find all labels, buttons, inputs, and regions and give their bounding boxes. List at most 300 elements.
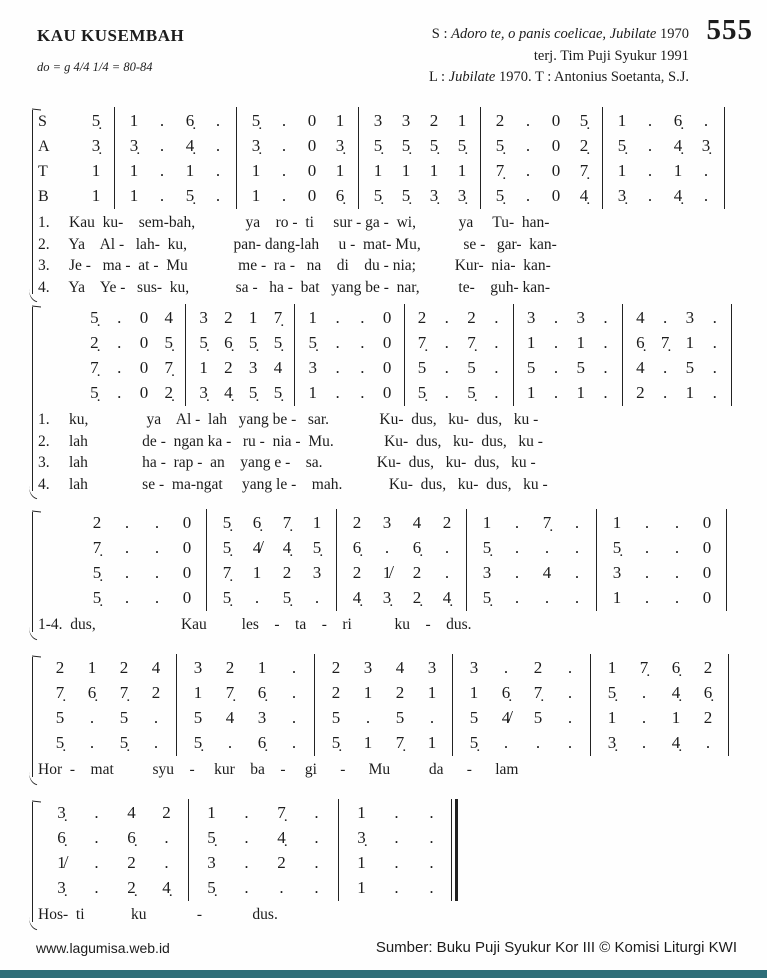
barline — [476, 133, 486, 158]
credit-source: S : Adoro te, o panis coelicae, Jubilate 1970 — [431, 26, 689, 42]
note-token: . — [215, 186, 221, 205]
barline — [448, 730, 458, 755]
system-4 — [38, 655, 747, 781]
note-token: 1 — [685, 383, 695, 402]
note-token: . — [335, 358, 340, 377]
note-token: . — [663, 383, 668, 402]
note-token: 4 — [127, 803, 136, 822]
note-token: 2 — [395, 683, 405, 702]
barline — [598, 183, 608, 208]
note-token: 1 — [129, 111, 139, 130]
note-token: 3 — [373, 111, 383, 130]
note-token: 1 — [469, 683, 479, 702]
note-token: . — [444, 538, 450, 557]
note-token: 7̣ — [164, 358, 174, 377]
note-token: 5̣ — [273, 333, 283, 352]
note-token: 2 — [162, 803, 171, 822]
note-token: . — [494, 358, 499, 377]
note-token: . — [703, 111, 709, 130]
barline — [310, 680, 320, 705]
note-token: 4 — [412, 513, 422, 532]
note-token: . — [335, 308, 340, 327]
barline — [720, 158, 730, 183]
note-token: . — [291, 733, 297, 752]
note-token: 0 — [551, 186, 561, 205]
system-1 — [38, 108, 747, 298]
note-token: 4̣ — [224, 383, 233, 402]
credit-composer: L : Jubilate 1970. T : Antonius Soetanta, S.J. — [429, 69, 689, 85]
system-brace — [32, 512, 44, 632]
note-token: 3̣ — [457, 186, 467, 205]
note-token: 1 — [612, 588, 622, 607]
barline — [232, 133, 242, 158]
note-token: 2 — [224, 358, 233, 377]
barline — [332, 585, 342, 610]
note-token: 2 — [636, 383, 645, 402]
note-token: 5 — [395, 708, 405, 727]
note-token: 5̣ — [222, 538, 232, 557]
note-token: . — [244, 828, 249, 847]
lyric-refrain: Hos- ti ku - dus. — [38, 906, 278, 923]
note-token: . — [124, 563, 130, 582]
note-token: 1̸ — [382, 563, 392, 582]
note-token: 1 — [251, 161, 261, 180]
barline — [110, 133, 120, 158]
note-token: 2 — [92, 513, 102, 532]
note-token: . — [360, 383, 365, 402]
note-token: . — [647, 136, 653, 155]
barline — [509, 330, 519, 355]
voice-line-bass — [38, 730, 747, 755]
barline — [586, 655, 596, 680]
note-token: 2 — [412, 563, 422, 582]
barline — [727, 305, 737, 330]
note-token: 1 — [576, 333, 585, 352]
note-token: 2̣ — [579, 136, 589, 155]
note-token: 6̣ — [352, 538, 362, 557]
note-token: 5 — [417, 358, 427, 377]
barline — [462, 585, 472, 610]
note-token: . — [525, 136, 531, 155]
voice-line-alto — [38, 680, 747, 705]
note-token: 1 — [576, 383, 585, 402]
note-token: . — [159, 186, 165, 205]
note-token: . — [154, 538, 160, 557]
note-token: . — [503, 733, 509, 752]
barline — [724, 655, 734, 680]
note-token: . — [159, 136, 165, 155]
note-token: 4̣ — [282, 538, 292, 557]
barline — [290, 355, 300, 380]
note-token: 5̣ — [312, 538, 322, 557]
note-token: 6̣ — [57, 828, 66, 847]
credits-block — [209, 24, 689, 89]
note-token: . — [429, 853, 434, 872]
note-token: 6̣ — [636, 333, 645, 352]
barline — [592, 560, 602, 585]
note-token: 2 — [331, 683, 341, 702]
note-token: 3̣ — [91, 136, 101, 155]
note-token: . — [567, 683, 573, 702]
note-token: 2 — [127, 853, 136, 872]
note-token: 0 — [382, 333, 392, 352]
note-token: . — [360, 358, 365, 377]
note-token: . — [553, 308, 559, 327]
note-token: 1 — [335, 161, 345, 180]
note-token: 0 — [702, 563, 712, 582]
note-token: 0 — [182, 538, 192, 557]
lyric-verse-2: 2. Ya Al - lah- ku, pan- dang-lah u - mat- Mu, se - gar- kan- — [38, 235, 557, 253]
note-token: 1 — [248, 308, 258, 327]
note-token: 1̸ — [57, 853, 66, 872]
barline — [400, 380, 410, 405]
note-token: 3 — [257, 708, 267, 727]
footer-bar — [0, 970, 767, 978]
note-token: 0 — [182, 563, 192, 582]
note-token: . — [335, 333, 340, 352]
voice-line-tenor — [38, 705, 747, 730]
voice-line-bass — [38, 585, 747, 610]
note-token: 5̣ — [248, 383, 258, 402]
note-token: . — [494, 308, 499, 327]
note-token: 4̣ — [352, 588, 362, 607]
note-token: . — [444, 358, 449, 377]
barline — [310, 655, 320, 680]
note-token: 0 — [139, 333, 149, 352]
note-token: 5̣ — [282, 588, 292, 607]
note-token: 5 — [193, 708, 203, 727]
note-token: 2 — [282, 563, 292, 582]
note-token: . — [647, 161, 653, 180]
note-token: 0 — [307, 111, 317, 130]
note-token: . — [494, 333, 499, 352]
barline — [509, 380, 519, 405]
note-token: . — [429, 878, 434, 897]
barline — [332, 560, 342, 585]
barline — [334, 850, 344, 875]
note-token: 3 — [363, 658, 373, 677]
note-token: 6̣ — [257, 683, 267, 702]
note-token: 7̣ — [533, 683, 543, 702]
note-token: 0 — [382, 308, 392, 327]
note-token: 4 — [395, 658, 405, 677]
note-token: 5 — [526, 358, 536, 377]
note-token: 5 — [576, 358, 585, 377]
note-token: . — [124, 588, 130, 607]
note-token: 2̣ — [412, 588, 422, 607]
note-token: 1 — [87, 658, 97, 677]
note-token: . — [647, 111, 653, 130]
note-token: 1 — [257, 658, 267, 677]
barline — [727, 330, 737, 355]
note-token: 1 — [617, 161, 627, 180]
note-token: 7̣ — [395, 733, 405, 752]
note-token: 5̣ — [482, 588, 492, 607]
note-token: 0 — [139, 308, 149, 327]
voice-line-soprano — [38, 800, 747, 825]
note-token: 3̣ — [129, 136, 139, 155]
barline — [476, 158, 486, 183]
barline — [722, 535, 732, 560]
note-token: . — [544, 588, 550, 607]
note-token: . — [215, 136, 221, 155]
note-token: 1 — [357, 853, 366, 872]
lyric-verse-2: 2. lah de - ngan ka - ru - nia - Mu. Ku- dus, ku- dus, ku - — [38, 432, 543, 450]
barline — [290, 380, 300, 405]
barline — [310, 705, 320, 730]
note-token: 3 — [193, 658, 203, 677]
note-token: 3̣ — [607, 733, 617, 752]
note-token: 2 — [224, 308, 233, 327]
voice-line-bass — [38, 875, 747, 900]
note-token: 2 — [352, 513, 362, 532]
note-token: 5̣ — [495, 136, 505, 155]
note-token: . — [314, 588, 320, 607]
note-token: 5̣ — [207, 828, 216, 847]
note-token: . — [674, 538, 680, 557]
note-token: . — [94, 853, 99, 872]
note-token: 2 — [151, 683, 161, 702]
note-token: 7̣ — [277, 803, 286, 822]
system-5 — [38, 800, 747, 926]
note-token: 4̸ — [252, 538, 262, 557]
barline — [184, 800, 194, 825]
barline — [720, 133, 730, 158]
note-token: . — [365, 708, 371, 727]
note-token: 2 — [703, 658, 713, 677]
note-token: 5̣ — [193, 733, 203, 752]
note-token: . — [503, 658, 509, 677]
barline — [720, 108, 730, 133]
page-title: KAU KUSEMBAH — [37, 26, 185, 45]
barline — [448, 680, 458, 705]
note-token: 1 — [199, 358, 208, 377]
barline — [727, 355, 737, 380]
note-token: . — [279, 878, 284, 897]
note-token: . — [494, 383, 499, 402]
barline — [509, 305, 519, 330]
note-token: 4 — [636, 308, 645, 327]
note-token: 4̣ — [579, 186, 589, 205]
barline — [618, 330, 628, 355]
note-token: . — [117, 333, 122, 352]
note-token: 3 — [207, 853, 216, 872]
note-token: . — [644, 563, 650, 582]
note-token: . — [394, 878, 399, 897]
voice-line-soprano — [38, 655, 747, 680]
note-token: . — [215, 111, 221, 130]
note-token: 2 — [119, 658, 129, 677]
barline — [448, 705, 458, 730]
note-token: 3̣ — [57, 878, 66, 897]
voice-line-alto — [38, 330, 747, 355]
note-token: . — [553, 358, 559, 377]
barline — [586, 705, 596, 730]
final-double-barline — [449, 850, 459, 875]
note-token: 5 — [533, 708, 543, 727]
voice-line-tenor — [38, 850, 747, 875]
barline — [110, 183, 120, 208]
note-token: 5̣ — [308, 333, 318, 352]
note-token: 1 — [685, 333, 695, 352]
note-token: . — [281, 136, 287, 155]
barline — [184, 825, 194, 850]
note-token: . — [444, 308, 449, 327]
note-token: 0 — [702, 538, 712, 557]
voice-line-bass — [38, 183, 747, 208]
barline — [202, 585, 212, 610]
note-token: 5̣ — [331, 733, 341, 752]
note-token: 2 — [417, 308, 427, 327]
barline — [354, 158, 364, 183]
system-3 — [38, 510, 747, 636]
note-token: 6̣ — [671, 658, 681, 677]
note-token: . — [394, 853, 399, 872]
note-token: . — [553, 383, 559, 402]
voice-label: B — [38, 188, 49, 205]
final-double-barline — [449, 825, 459, 850]
barline — [354, 133, 364, 158]
lyric-verse-3: 3. lah ha - rap - an yang e - sa. Ku- dus, ku- dus, ku - — [38, 454, 536, 471]
voice-line-soprano — [38, 510, 747, 535]
note-token: 1 — [401, 161, 411, 180]
note-token: 1 — [129, 186, 139, 205]
note-token: 4 — [542, 563, 552, 582]
note-token: . — [712, 383, 717, 402]
note-token: 3 — [248, 358, 258, 377]
note-token: . — [514, 538, 520, 557]
note-token: . — [154, 513, 160, 532]
note-token: . — [514, 563, 520, 582]
lyric-verse-1: 1. ku, ya Al - lah yang be - sar. Ku- dus, ku- dus, ku - — [38, 411, 539, 428]
website-url: www.lagumisa.web.id — [36, 940, 170, 956]
note-token: . — [117, 383, 122, 402]
note-token: . — [574, 563, 580, 582]
barline — [400, 305, 410, 330]
note-token: . — [281, 161, 287, 180]
note-token: . — [394, 828, 399, 847]
note-token: 6̣ — [87, 683, 97, 702]
note-token: 1 — [673, 161, 683, 180]
note-token: . — [429, 708, 435, 727]
note-token: . — [154, 563, 160, 582]
note-token: 5 — [467, 358, 476, 377]
note-token: 5̣ — [401, 186, 411, 205]
voice-label: T — [38, 163, 48, 180]
note-token: . — [360, 308, 365, 327]
barline — [232, 158, 242, 183]
note-token: 2 — [495, 111, 505, 130]
note-token: . — [644, 538, 650, 557]
note-token: . — [603, 308, 608, 327]
note-token: 4̣ — [277, 828, 286, 847]
note-token: . — [244, 853, 249, 872]
voice-label: A — [38, 138, 50, 155]
note-token: 3 — [469, 658, 479, 677]
note-token: 4 — [164, 308, 174, 327]
note-token: 4 — [225, 708, 235, 727]
note-token: . — [525, 111, 531, 130]
note-token: 0 — [382, 383, 392, 402]
note-token: 3̣ — [382, 588, 392, 607]
note-token: 5̣ — [429, 136, 439, 155]
voice-line-tenor — [38, 158, 747, 183]
barline — [334, 825, 344, 850]
note-token: 7̣ — [90, 358, 99, 377]
note-token: 3 — [312, 563, 322, 582]
note-token: . — [663, 358, 668, 377]
note-token: . — [154, 588, 160, 607]
note-token: 6̣ — [673, 111, 683, 130]
note-token: . — [567, 708, 573, 727]
barline — [172, 655, 182, 680]
lyrics-block — [38, 759, 747, 781]
barline — [354, 108, 364, 133]
note-token: 5̣ — [222, 588, 232, 607]
note-token: 1 — [91, 161, 101, 180]
note-token: 7̣ — [92, 538, 102, 557]
barline — [290, 330, 300, 355]
note-token: . — [514, 588, 520, 607]
note-token: . — [89, 733, 95, 752]
note-token: . — [444, 563, 450, 582]
note-token: . — [525, 186, 531, 205]
note-token: 1 — [482, 513, 492, 532]
note-token: 7̣ — [579, 161, 589, 180]
note-token: . — [603, 358, 608, 377]
note-token: 3 — [427, 658, 437, 677]
note-token: 0 — [551, 161, 561, 180]
note-token: 0 — [182, 588, 192, 607]
credit-translator: terj. Tim Puji Syukur 1991 — [533, 47, 689, 64]
note-token: 5̣ — [579, 111, 589, 130]
note-token: 7̣ — [660, 333, 670, 352]
note-token: . — [647, 186, 653, 205]
note-token: 1 — [252, 563, 262, 582]
note-token: 7̣ — [495, 161, 505, 180]
voice-line-alto — [38, 535, 747, 560]
note-token: 3 — [482, 563, 492, 582]
barline — [181, 380, 191, 405]
barline — [722, 510, 732, 535]
note-token: 1 — [308, 383, 318, 402]
barline — [184, 875, 194, 900]
lyrics-block — [38, 614, 747, 636]
note-token: 5̣ — [248, 333, 258, 352]
barline — [724, 730, 734, 755]
note-token: 5̣ — [482, 538, 492, 557]
note-token: 6̣ — [127, 828, 136, 847]
note-token: . — [641, 683, 647, 702]
note-token: 2 — [533, 658, 543, 677]
barline — [618, 305, 628, 330]
barline — [618, 380, 628, 405]
barline — [598, 158, 608, 183]
barline — [462, 535, 472, 560]
note-token: . — [254, 588, 260, 607]
barline — [592, 510, 602, 535]
note-token: . — [94, 828, 99, 847]
note-token: . — [314, 803, 319, 822]
note-token: . — [291, 683, 297, 702]
note-token: . — [705, 733, 711, 752]
note-token: . — [124, 538, 130, 557]
note-token: 0 — [139, 358, 149, 377]
note-token: 0 — [551, 136, 561, 155]
note-token: . — [429, 803, 434, 822]
note-token: 5̣ — [90, 308, 99, 327]
barline — [310, 730, 320, 755]
